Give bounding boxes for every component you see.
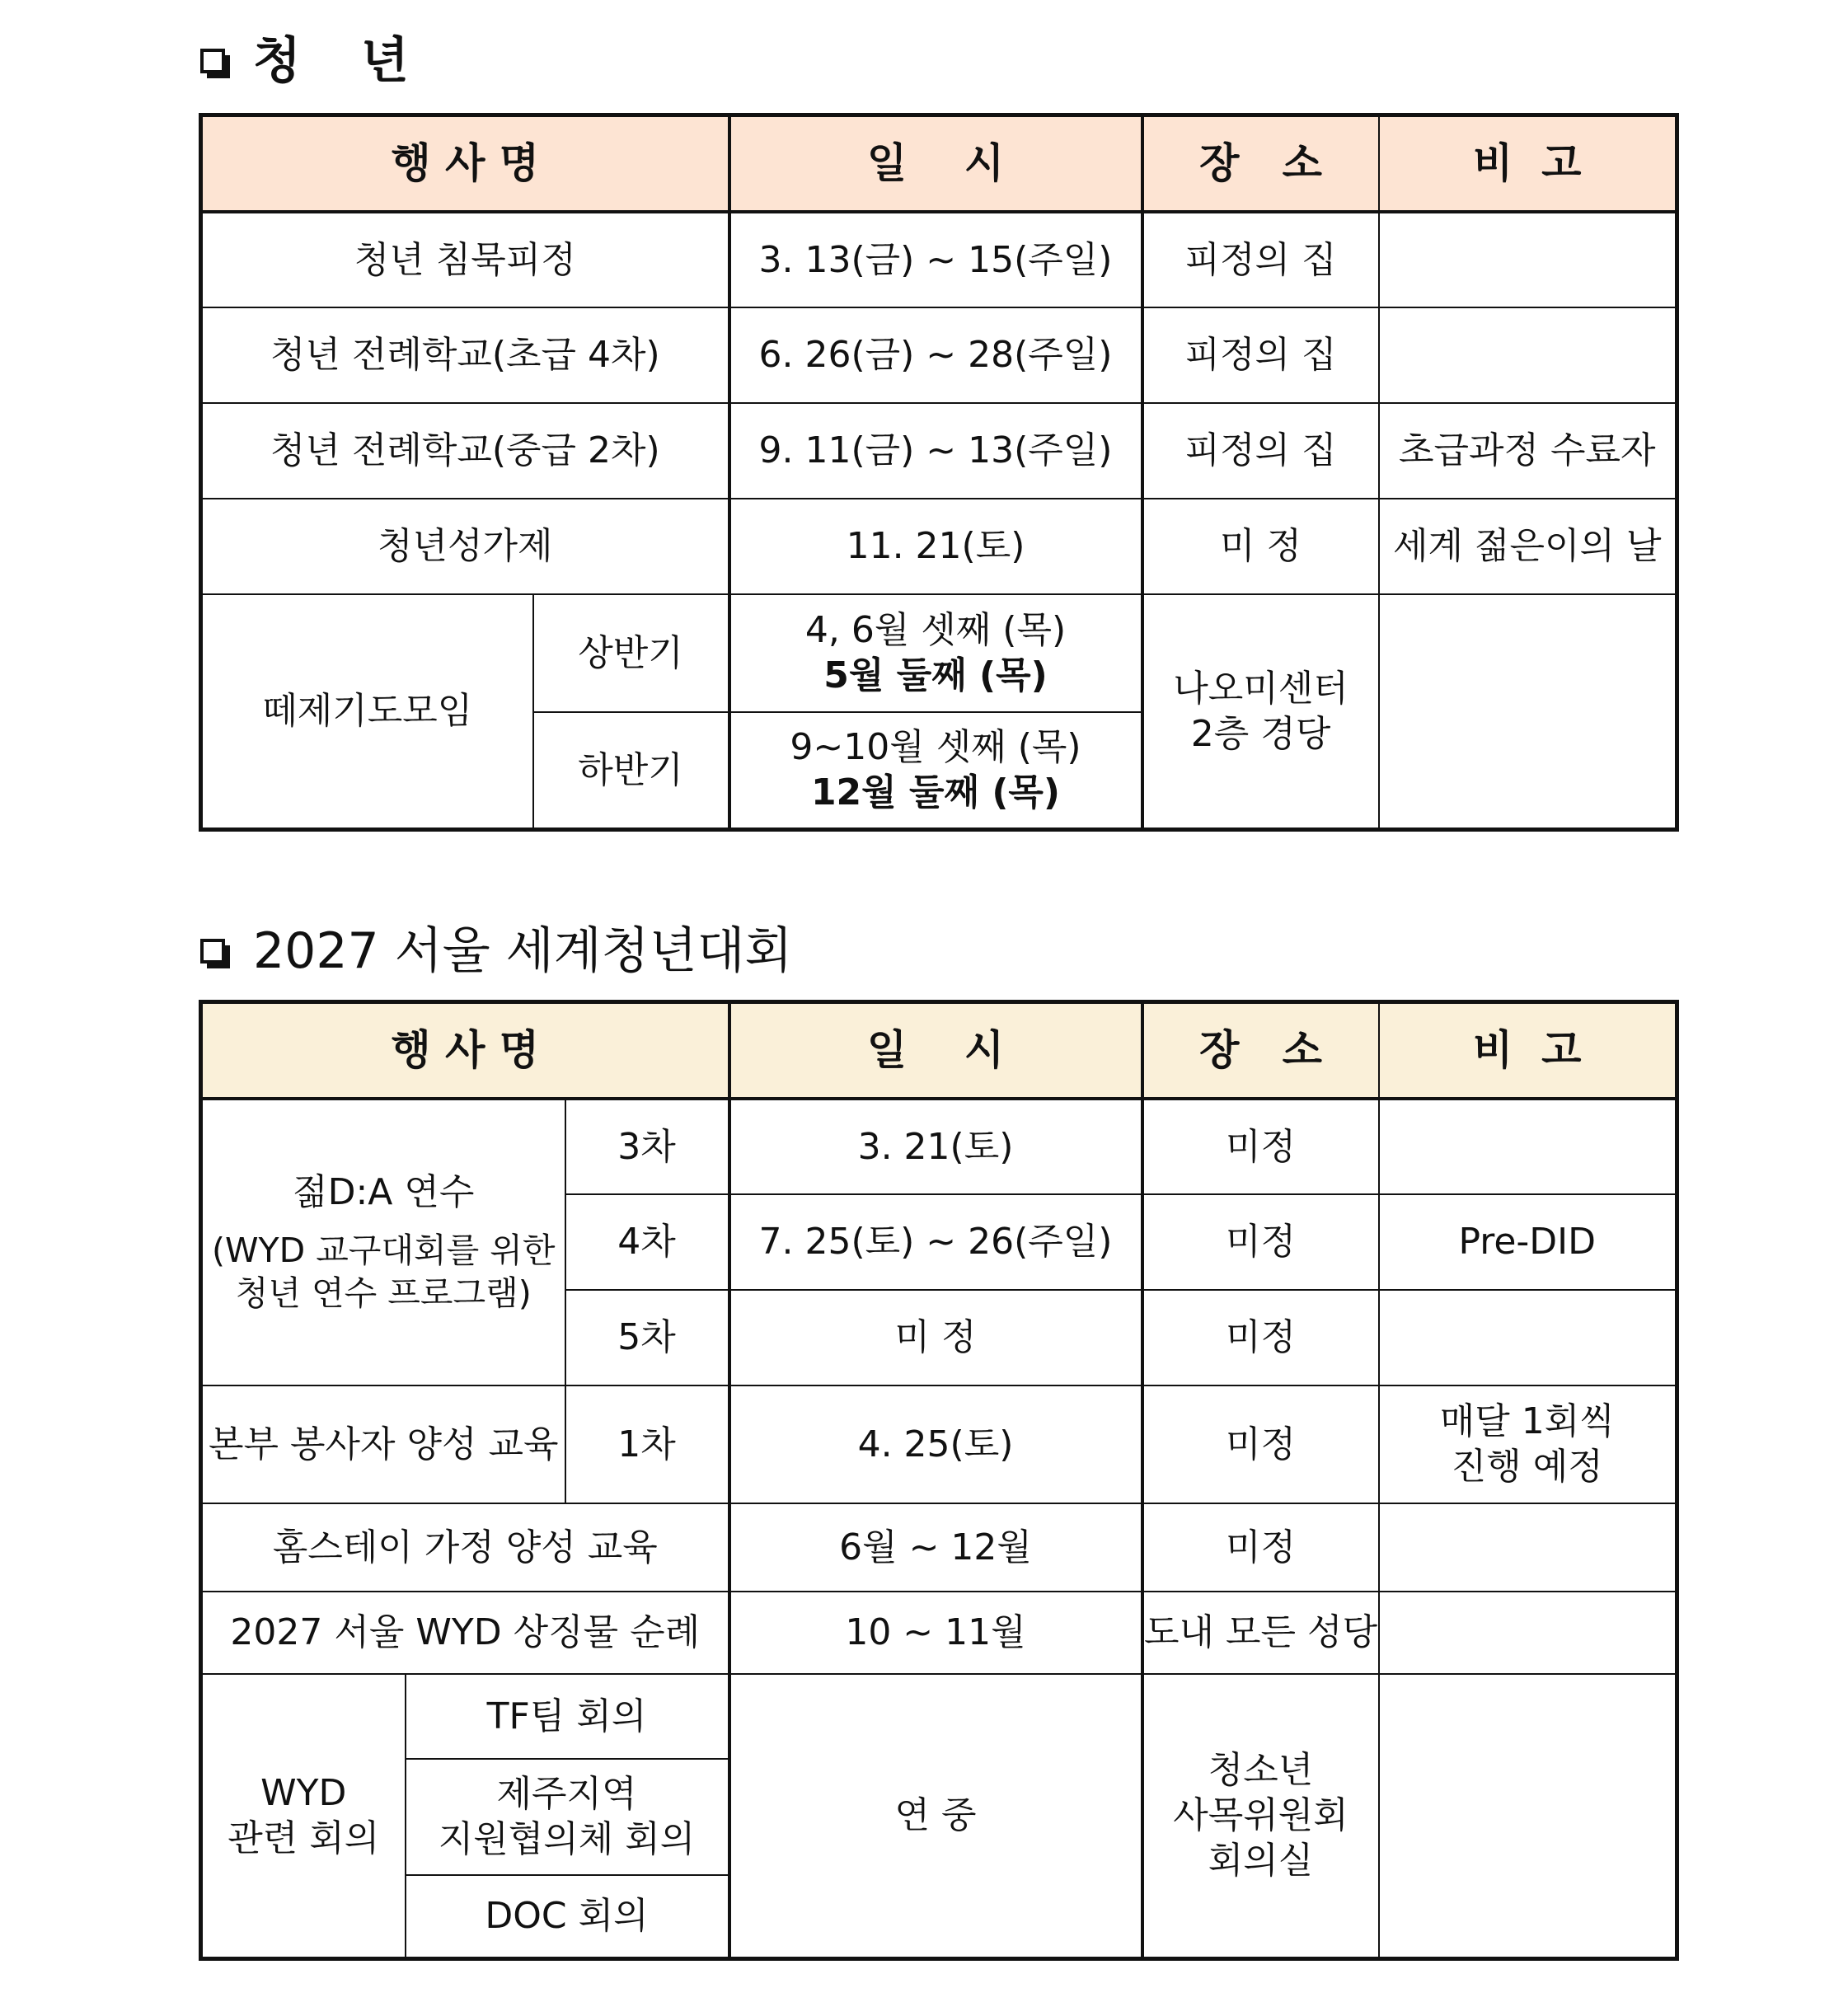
taize-second-half-date (729, 712, 1142, 830)
table-row (201, 403, 1677, 499)
event-place: 미정 (1142, 1385, 1379, 1503)
training-event-name (201, 1099, 565, 1385)
event-note: 세계 젊은이의 날 (1379, 499, 1677, 594)
table-row (201, 212, 1677, 307)
checkbox-bullet-icon (200, 939, 225, 963)
header-note: 비 고 (1379, 115, 1677, 212)
event-date: 6. 26(금) ~ 28(주일) (729, 307, 1142, 403)
event-name: 청년 전례학교(초급 4차) (201, 307, 729, 403)
event-place: 미정 (1142, 1194, 1379, 1290)
event-line: (WYD 교구대회를 위한 (212, 1231, 556, 1271)
event-place: 미 정 (1142, 499, 1379, 594)
table-row (201, 307, 1677, 403)
date-line: 9~10월 셋째 (목) (790, 726, 1081, 769)
meeting-item: DOC 회의 (406, 1875, 729, 1959)
youth-events-table (199, 113, 1679, 832)
header-place: 장 소 (1142, 115, 1379, 212)
place-line: 청소년 (1208, 1749, 1314, 1792)
table-row (201, 499, 1677, 594)
event-date: 3. 13(금) ~ 15(주일) (729, 212, 1142, 307)
meetings-place (1142, 1674, 1379, 1959)
section-title-text: 청 년 (253, 32, 430, 90)
event-name: 본부 봉사자 양성 교육 (201, 1385, 565, 1503)
table-row (201, 594, 1677, 712)
event-note (1379, 307, 1677, 403)
event-place: 피정의 집 (1142, 307, 1379, 403)
header-event: 행 사 명 (201, 115, 729, 212)
table-header-row (201, 1002, 1677, 1099)
event-date: 6월 ~ 12월 (729, 1503, 1142, 1592)
meetings-note (1379, 1674, 1677, 1959)
event-note (1379, 1099, 1677, 1194)
event-place: 미정 (1142, 1099, 1379, 1194)
event-name: 2027 서울 WYD 상징물 순례 (201, 1592, 729, 1674)
wyd-events-table (199, 1000, 1679, 1961)
header-date: 일 시 (729, 1002, 1142, 1099)
event-note (1379, 1385, 1677, 1503)
event-note (1379, 212, 1677, 307)
taize-first-half-date (729, 594, 1142, 712)
table-row (201, 1385, 1677, 1503)
event-date: 미 정 (729, 1290, 1142, 1385)
event-name: 청년성가제 (201, 499, 729, 594)
taize-first-half-label: 상반기 (533, 594, 729, 712)
event-place: 피정의 집 (1142, 403, 1379, 499)
header-note: 비 고 (1379, 1002, 1677, 1099)
table-row (201, 1099, 1677, 1194)
event-date: 7. 25(토) ~ 26(주일) (729, 1194, 1142, 1290)
event-note: 초급과정 수료자 (1379, 403, 1677, 499)
table-row (201, 1674, 1677, 1759)
taize-note (1379, 594, 1677, 830)
checkbox-bullet-icon (200, 49, 225, 73)
note-line: 매달 1회씩 (1439, 1400, 1615, 1442)
event-date: 3. 21(토) (729, 1099, 1142, 1194)
place-line: 2층 경당 (1190, 712, 1331, 755)
event-note (1379, 1503, 1677, 1592)
event-line: 관련 회의 (227, 1817, 380, 1859)
event-date: 10 ~ 11월 (729, 1592, 1142, 1674)
event-name: 청년 침묵피정 (201, 212, 729, 307)
date-line-bold: 5월 둘째 (목) (823, 654, 1048, 696)
training-round: 1차 (565, 1385, 729, 1503)
event-date: 4. 25(토) (729, 1385, 1142, 1503)
event-line: 청년 연수 프로그램) (235, 1273, 532, 1313)
event-place: 미정 (1142, 1290, 1379, 1385)
event-note (1379, 1290, 1677, 1385)
place-line: 나오미센터 (1173, 667, 1348, 710)
event-date: 11. 21(토) (729, 499, 1142, 594)
table-header-row (201, 115, 1677, 212)
training-round: 4차 (565, 1194, 729, 1290)
meeting-item: TF팀 회의 (406, 1674, 729, 1759)
training-round: 3차 (565, 1099, 729, 1194)
section-title-wyd (200, 922, 793, 980)
header-date: 일 시 (729, 115, 1142, 212)
event-line: WYD (260, 1771, 347, 1814)
event-name: 홈스테이 가정 양성 교육 (201, 1503, 729, 1592)
event-place: 도내 모든 성당 (1142, 1592, 1379, 1674)
taize-event-name: 떼제기도모임 (201, 594, 533, 830)
event-note (1379, 1592, 1677, 1674)
place-line: 사목위원회 (1173, 1794, 1348, 1837)
section-title-text: 2027 서울 세계청년대회 (253, 922, 793, 980)
meetings-event-name (201, 1674, 406, 1959)
taize-second-half-label: 하반기 (533, 712, 729, 830)
event-place: 피정의 집 (1142, 212, 1379, 307)
section-title-youth (200, 32, 430, 90)
table-row (201, 1503, 1677, 1592)
place-line: 회의실 (1208, 1840, 1314, 1882)
event-place: 미정 (1142, 1503, 1379, 1592)
training-round: 5차 (565, 1290, 729, 1385)
date-line-bold: 12월 둘째 (목) (810, 771, 1061, 814)
date-line: 4, 6월 셋째 (목) (804, 609, 1067, 651)
header-place: 장 소 (1142, 1002, 1379, 1099)
meeting-line: 제주지역 (496, 1773, 637, 1815)
event-line: 젊D:A 연수 (293, 1171, 475, 1214)
event-date: 9. 11(금) ~ 13(주일) (729, 403, 1142, 499)
table-row (201, 1592, 1677, 1674)
event-note: Pre-DID (1379, 1194, 1677, 1290)
meeting-line: 지원협의체 회의 (438, 1818, 696, 1860)
taize-place (1142, 594, 1379, 830)
header-event: 행 사 명 (201, 1002, 729, 1099)
note-line: 진행 예정 (1451, 1446, 1603, 1488)
meeting-item (406, 1759, 729, 1875)
event-name: 청년 전례학교(중급 2차) (201, 403, 729, 499)
meetings-date: 연 중 (729, 1674, 1142, 1959)
